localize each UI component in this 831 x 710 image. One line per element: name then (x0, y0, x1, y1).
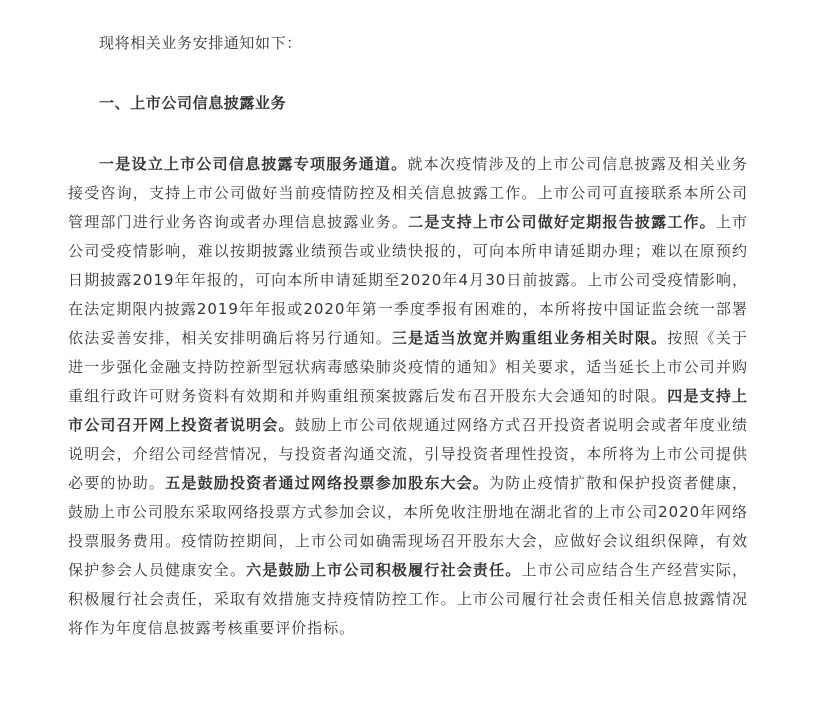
item-2-title: 二是支持上市公司做好定期报告披露工作。 (408, 213, 716, 231)
item-6-text: 上市公司应结合生产经营实际，积极履行社会责任，采取有效措施支持疫情防控工作。上市公司履行社会责任相关信息披露情况将作为年度信息披露考核重要评价指标。 (68, 561, 748, 637)
item-4-text: 鼓励上市公司依规通过网络方式召开投资者说明会或者年度业绩说明会，介绍公司经营情况，与投资者沟通交流，引导投资者理性投资，本所将为上市公司提供必要的协助。 (68, 416, 748, 492)
document (68, 0, 748, 643)
item-1-text: 就本次疫情涉及的上市公司信息披露及相关业务接受咨询，支持上市公司做好当前疫情防控及相关信息披露工作。上市公司可直接联系本所公司管理部门进行业务咨询或者办理信息披露业务。 (68, 155, 748, 231)
item-3-text: 按照《关于进一步强化金融支持防控新型冠状病毒感染肺炎疫情的通知》相关要求，适当延长上市公司并购重组行政许可财务资料有效期和并购重组预案披露后发布召开股东大会通知的时限。 (68, 329, 748, 405)
body-paragraph (68, 150, 748, 643)
section-heading: 一、上市公司信息披露业务 (99, 94, 287, 112)
item-5-title: 五是鼓励投资者通过网络投票参加股东大会。 (165, 474, 490, 492)
item-3-title: 三是适当放宽并购重组业务相关时限。 (391, 329, 668, 347)
item-1-title: 一是设立上市公司信息披露专项服务通道。 (99, 155, 408, 173)
item-4-title: 四是支持上市公司召开网上投资者说明会。 (68, 387, 748, 434)
item-5-text: 为防止疫情扩散和保护投资者健康，鼓励上市公司股东采取网络投票方式参加会议，本所免收注册地在湖北省的上市公司2020年网络投票服务费用。疫情防控期间，上市公司如确需现场召开股东大会，应做好会议组织保障，有效保护参会人员健康安全。 (68, 474, 748, 579)
item-2-text: 上市公司受疫情影响，难以按期披露业绩预告或业绩快报的，可向本所申请延期办理；难以在原预约日期披露2019年年报的，可向本所申请延期至2020年4月30日前披露。上市公司受疫情影响，在法定期限内披露2019年年报或2020年第一季度季报有困难的，本所将按中国证监会统一部署依法妥善安排，相关安排明确后将另行通知。 (68, 213, 749, 347)
item-6-title: 六是鼓励上市公司积极履行社会责任。 (246, 561, 522, 579)
intro-text: 现将相关业务安排通知如下： (99, 34, 302, 52)
